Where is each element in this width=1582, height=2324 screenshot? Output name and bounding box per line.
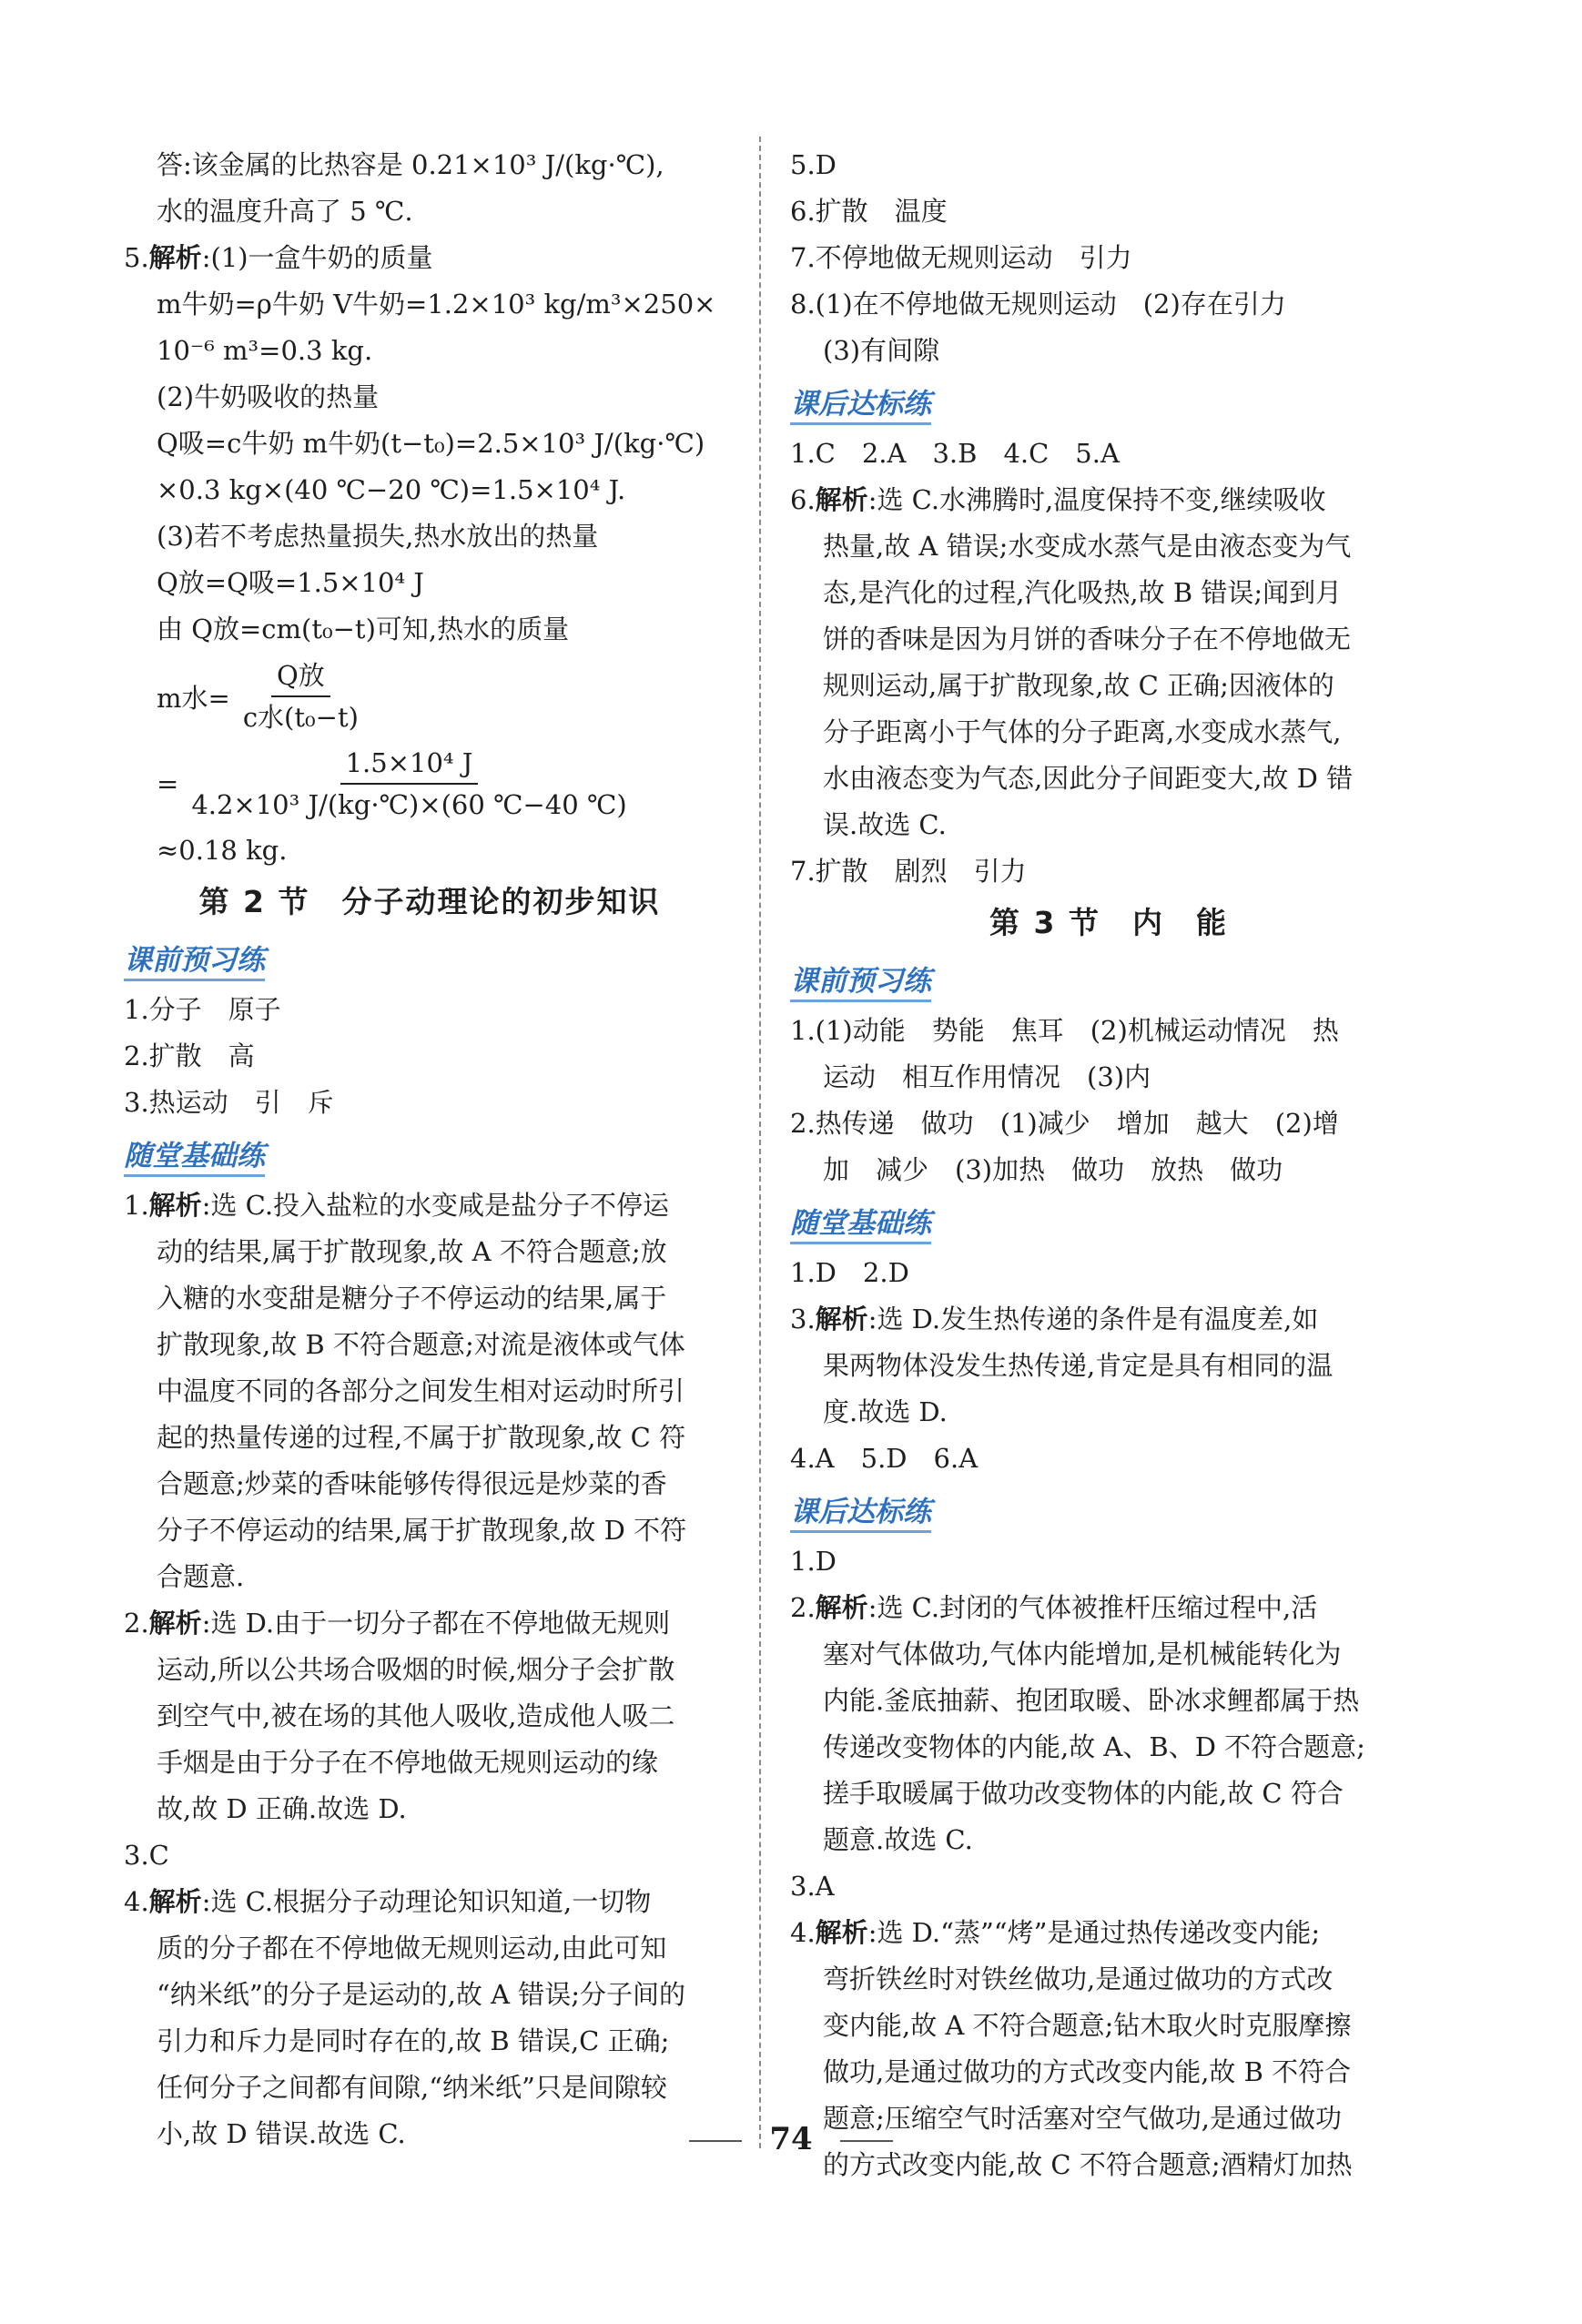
text-line: 传递改变物体的内能,故 A、B、D 不符合题意; [823, 1731, 1365, 1762]
text-line: 饼的香味是因为月饼的香味分子在不停地做无 [823, 624, 1352, 655]
column-divider [759, 137, 761, 2148]
dash-right [840, 2140, 893, 2142]
text-line: 小,故 D 错误.故选 C. [157, 2118, 406, 2149]
section-label: 随堂基础练 [790, 1197, 1427, 1250]
fraction-formula: m水= $\frac{\text{Q放}}{\text{c水(t₀−t)}}$ [124, 653, 735, 740]
question-3: 3.C [124, 1840, 169, 1871]
answer-line: 3.A [790, 1871, 835, 1902]
text-line: 由 Q放=cm(t₀−t)可知,热水的质量 [157, 614, 570, 644]
text-line: 任何分子之间都有间隙,“纳米纸”只是间隙较 [157, 2072, 667, 2103]
text-line: 动的结果,属于扩散现象,故 A 不符合题意;放 [157, 1236, 667, 1267]
text-line: 手烟是由于分子在不停地做无规则运动的缘 [157, 1747, 659, 1778]
answer-line: 加 减少 (3)加热 做功 放热 做功 [823, 1154, 1283, 1185]
text-line: 运动,所以公共场合吸烟的时候,烟分子会扩散 [157, 1654, 675, 1685]
text-line: 入糖的水变甜是糖分子不停运动的结果,属于 [157, 1283, 667, 1314]
text-line: 果两物体没发生热传递,肯定是具有相同的温 [823, 1350, 1334, 1381]
text-line: 10⁻⁶ m³=0.3 kg. [157, 335, 373, 366]
text-line: 起的热量传递的过程,不属于扩散现象,故 C 符 [157, 1422, 686, 1453]
text-line: 质的分子都在不停地做无规则运动,由此可知 [157, 1933, 667, 1964]
answer-line: 1.分子 原子 [124, 994, 281, 1025]
text-line: ×0.3 kg×(40 ℃−20 ℃)=1.5×10⁴ J. [157, 474, 626, 505]
text-line: 题意;压缩空气时活塞对空气做功,是通过做功 [823, 2103, 1342, 2134]
text-line: 分子距离小于气体的分子距离,水变成水蒸气, [823, 716, 1342, 747]
section-title: 第 2 节 分子动理论的初步知识 [198, 884, 661, 919]
text-line: 度.故选 D. [823, 1396, 948, 1427]
text-line: 热量,故 A 错误;水变成水蒸气是由液态变为气 [823, 531, 1352, 562]
question-1: 1.解析:选 C.投入盐粒的水变咸是盐分子不停运 [124, 1190, 670, 1221]
text-line: 水的温度升高了 5 ℃. [157, 196, 413, 227]
section-label: 课后达标练 [790, 1486, 1427, 1538]
text-line: 内能.釜底抽薪、抱团取暖、卧冰求鲤都属于热 [823, 1685, 1360, 1716]
answer-line: 6.扩散 温度 [790, 196, 948, 227]
section-label: 课后达标练 [790, 378, 1427, 431]
text-line: 弯折铁丝时对铁丝做功,是通过做功的方式改 [823, 1964, 1334, 1994]
question-2: 2.解析:选 C.封闭的气体被推杆压缩过程中,活 [790, 1592, 1318, 1623]
question-5: 5.解析:(1)一盒牛奶的质量 [124, 242, 433, 273]
page-number: 74 [0, 2121, 1582, 2157]
text-line: 题意.故选 C. [823, 1824, 973, 1855]
question-3: 3.解析:选 D.发生热传递的条件是有温度差,如 [790, 1304, 1319, 1335]
question-4: 4.解析:选 D.“蒸”“烤”是通过热传递改变内能; [790, 1917, 1321, 1948]
answer-line: 2.热传递 做功 (1)减少 增加 越大 (2)增 [790, 1108, 1339, 1139]
text-line: (2)牛奶吸收的热量 [157, 381, 380, 412]
answer-line: 1.(1)动能 势能 焦耳 (2)机械运动情况 热 [790, 1015, 1339, 1046]
fraction-formula: = $\frac{\text{1.5×10⁴ J}}{\text{4.2×10³ J/(kg·℃)×(60 ℃−40 ℃)}}$ [124, 740, 735, 827]
question-4: 4.解析:选 C.根据分子动理论知识知道,一切物 [124, 1886, 652, 1917]
question-2: 2.解析:选 D.由于一切分子都在不停地做无规则 [124, 1608, 671, 1639]
section-label: 课前预习练 [790, 955, 1427, 1008]
text-line: Q放=Q吸=1.5×10⁴ J [157, 567, 424, 598]
answer-line: 1.D [790, 1546, 837, 1577]
text-line: 答:该金属的比热容是 0.21×10³ J/(kg·℃), [157, 149, 664, 180]
answer-line: 3.热运动 引 斥 [124, 1087, 334, 1118]
text-line: 到空气中,被在场的其他人吸收,造成他人吸二 [157, 1700, 675, 1731]
text-line: 合题意;炒菜的香味能够传得很远是炒菜的香 [157, 1468, 667, 1499]
text-line: 故,故 D 正确.故选 D. [157, 1793, 407, 1824]
text-line: Q吸=c牛奶 m牛奶(t−t₀)=2.5×10³ J/(kg·℃) [157, 428, 705, 459]
text-line: ≈0.18 kg. [157, 835, 288, 866]
answer-line: 5.D [790, 149, 837, 180]
dash-left [689, 2140, 742, 2142]
answer-line: 运动 相互作用情况 (3)内 [823, 1061, 1151, 1092]
text-line: 变内能,故 A 不符合题意;钻木取火时克服摩擦 [823, 2010, 1352, 2041]
text-line: 中温度不同的各部分之间发生相对运动时所引 [157, 1375, 685, 1406]
left-column [124, 142, 735, 2157]
text-line: 的方式改变内能,故 C 不符合题意;酒精灯加热 [823, 2149, 1353, 2180]
answer-line: 1.C 2.A 3.B 4.C 5.A [790, 438, 1120, 469]
answer-line: 7.扩散 剧烈 引力 [790, 856, 1027, 887]
text-line: 塞对气体做功,气体内能增加,是机械能转化为 [823, 1639, 1342, 1669]
answer-line: 4.A 5.D 6.A [790, 1443, 979, 1474]
text-line: (3)若不考虑热量损失,热水放出的热量 [157, 521, 599, 552]
text-line: 引力和斥力是同时存在的,故 B 错误,C 正确; [157, 2025, 670, 2056]
question-6: 6.解析:选 C.水沸腾时,温度保持不变,继续吸收 [790, 484, 1326, 515]
answer-line: 8.(1)在不停地做无规则运动 (2)存在引力 [790, 289, 1286, 320]
text-line: 搓手取暖属于做功改变物体的内能,故 C 符合 [823, 1778, 1344, 1809]
text-line: 分子不停运动的结果,属于扩散现象,故 D 不符 [157, 1515, 687, 1546]
answer-line: (3)有间隙 [823, 335, 940, 366]
section-label: 随堂基础练 [124, 1130, 735, 1182]
answer-line: 1.D 2.D [790, 1257, 909, 1288]
section-title: 第 3 节 内 能 [989, 905, 1228, 940]
section-label: 课前预习练 [124, 934, 735, 987]
answer-line: 7.不停地做无规则运动 引力 [790, 242, 1132, 273]
text-line: 做功,是通过做功的方式改变内能,故 B 不符合 [823, 2056, 1352, 2087]
text-line: 态,是汽化的过程,汽化吸热,故 B 错误;闻到月 [823, 577, 1343, 608]
text-line: 合题意. [157, 1561, 245, 1592]
text-line: m牛奶=ρ牛奶 V牛奶=1.2×10³ kg/m³×250× [157, 289, 716, 320]
text-line: 扩散现象,故 B 不符合题意;对流是液体或气体 [157, 1329, 685, 1360]
text-line: 规则运动,属于扩散现象,故 C 正确;因液体的 [823, 670, 1334, 701]
answer-line: 2.扩散 高 [124, 1040, 255, 1071]
right-column [790, 142, 1427, 2188]
text-line: 水由液态变为气态,因此分子间距变大,故 D 错 [823, 763, 1354, 794]
text-line: 误.故选 C. [823, 809, 947, 840]
text-line: “纳米纸”的分子是运动的,故 A 错误;分子间的 [157, 1979, 686, 2010]
